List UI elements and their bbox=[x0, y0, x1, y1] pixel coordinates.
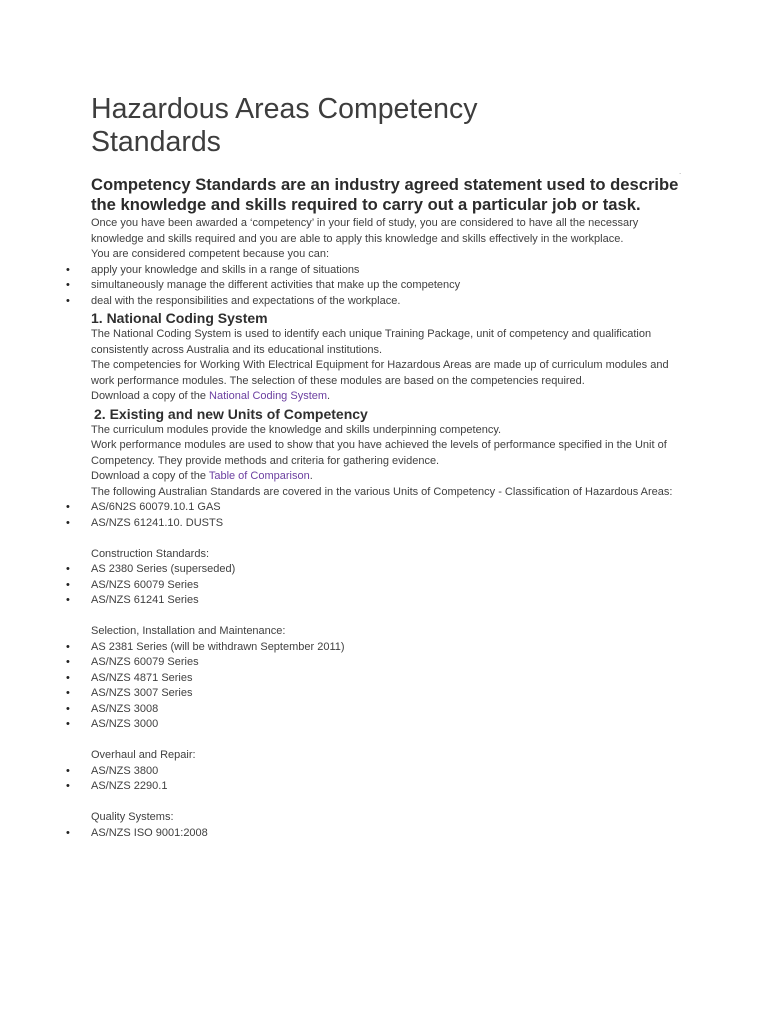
overhaul-label: Overhaul and Repair: bbox=[91, 749, 196, 761]
list-item: • AS/NZS 61241.10. DUSTS bbox=[91, 516, 691, 532]
stray-dot: . bbox=[679, 167, 682, 176]
classification-list bbox=[91, 500, 691, 531]
spacer bbox=[91, 609, 691, 625]
download-prefix: Download a copy of the bbox=[91, 390, 210, 402]
list-item: • AS/NZS ISO 9001:2008 bbox=[91, 826, 691, 842]
list-item: • AS/NZS 61241 Series bbox=[91, 593, 691, 609]
intro-paragraph: Once you have been awarded a ‘competency’ in your field of study, you are considered to have all the necessary knowledge and skills required and you are able to apply this knowledge and skills effectively in the workplace. bbox=[91, 217, 639, 245]
list-item: • AS 2380 Series (superseded) bbox=[91, 562, 691, 578]
list-item: • AS/NZS 4871 Series bbox=[91, 671, 691, 687]
section1-paragraph-1: The National Coding System is used to identify each unique Training Package, unit of competency and qualification consistently across Australia and its educational institutions. bbox=[91, 328, 652, 356]
document-page bbox=[91, 93, 691, 841]
page-title: Hazardous Areas Competency Standards bbox=[91, 93, 478, 158]
intro-competent-line: You are considered competent because you can: bbox=[91, 248, 330, 260]
national-coding-system-link[interactable]: National Coding System bbox=[209, 390, 328, 402]
spacer bbox=[91, 733, 691, 749]
list-item: • apply your knowledge and skills in a range of situations bbox=[91, 263, 691, 279]
list-item: • AS/NZS 3007 Series bbox=[91, 686, 691, 702]
table-of-comparison-link[interactable]: Table of Comparison bbox=[208, 470, 310, 482]
section2-paragraph-2: Work performance modules are used to show that you have achieved the levels of performance specified in the Unit of Competency. They provide methods and criteria for gathering evidence. bbox=[91, 439, 667, 467]
spacer bbox=[91, 795, 691, 811]
download-prefix: Download a copy of the bbox=[91, 470, 209, 482]
list-item: • AS/6N2S 60079.10.1 GAS bbox=[91, 500, 691, 516]
list-item: • simultaneously manage the different activities that make up the competency bbox=[91, 278, 691, 294]
list-item: • AS/NZS 3008 bbox=[91, 702, 691, 718]
section1-download-line bbox=[91, 389, 691, 405]
list-item: • deal with the responsibilities and expectations of the workplace. bbox=[91, 294, 691, 310]
list-item: • AS/NZS 60079 Series bbox=[91, 655, 691, 671]
construction-list bbox=[91, 562, 691, 609]
list-item: • AS/NZS 60079 Series bbox=[91, 578, 691, 594]
download-suffix: . bbox=[309, 470, 313, 482]
list-item: • AS 2381 Series (will be withdrawn September 2011) bbox=[91, 640, 691, 656]
selection-list bbox=[91, 640, 691, 733]
quality-label: Quality Systems: bbox=[91, 811, 174, 823]
list-item: • AS/NZS 3800 bbox=[91, 764, 691, 780]
overhaul-list bbox=[91, 764, 691, 795]
download-suffix: . bbox=[327, 390, 331, 402]
quality-list bbox=[91, 826, 691, 842]
selection-label: Selection, Installation and Maintenance: bbox=[91, 625, 286, 637]
section1-paragraph-2: The competencies for Working With Electrical Equipment for Hazardous Areas are made up of curriculum modules and work performance modules. The selection of these modules are based on the competencies required. bbox=[91, 359, 669, 387]
construction-label: Construction Standards: bbox=[91, 547, 210, 560]
section2-paragraph-1: The curriculum modules provide the knowledge and skills underpinning competency. bbox=[91, 423, 502, 436]
section-heading-units-of-competency: 2. Existing and new Units of Competency bbox=[94, 405, 368, 422]
list-item: • AS/NZS 2290.1 bbox=[91, 779, 691, 795]
section2-paragraph-3: The following Australian Standards are covered in the various Units of Competency - Classification of Hazardous Areas: bbox=[91, 485, 673, 498]
section2-download-line bbox=[91, 469, 691, 485]
section-heading-national-coding: 1. National Coding System bbox=[91, 310, 268, 326]
lead-statement: Competency Standards are an industry agreed statement used to describe the knowledge and skills required to carry out a particular job or task. bbox=[91, 175, 679, 214]
list-item: • AS/NZS 3000 bbox=[91, 717, 691, 733]
intro-bullet-list bbox=[91, 263, 691, 310]
spacer bbox=[91, 531, 691, 547]
